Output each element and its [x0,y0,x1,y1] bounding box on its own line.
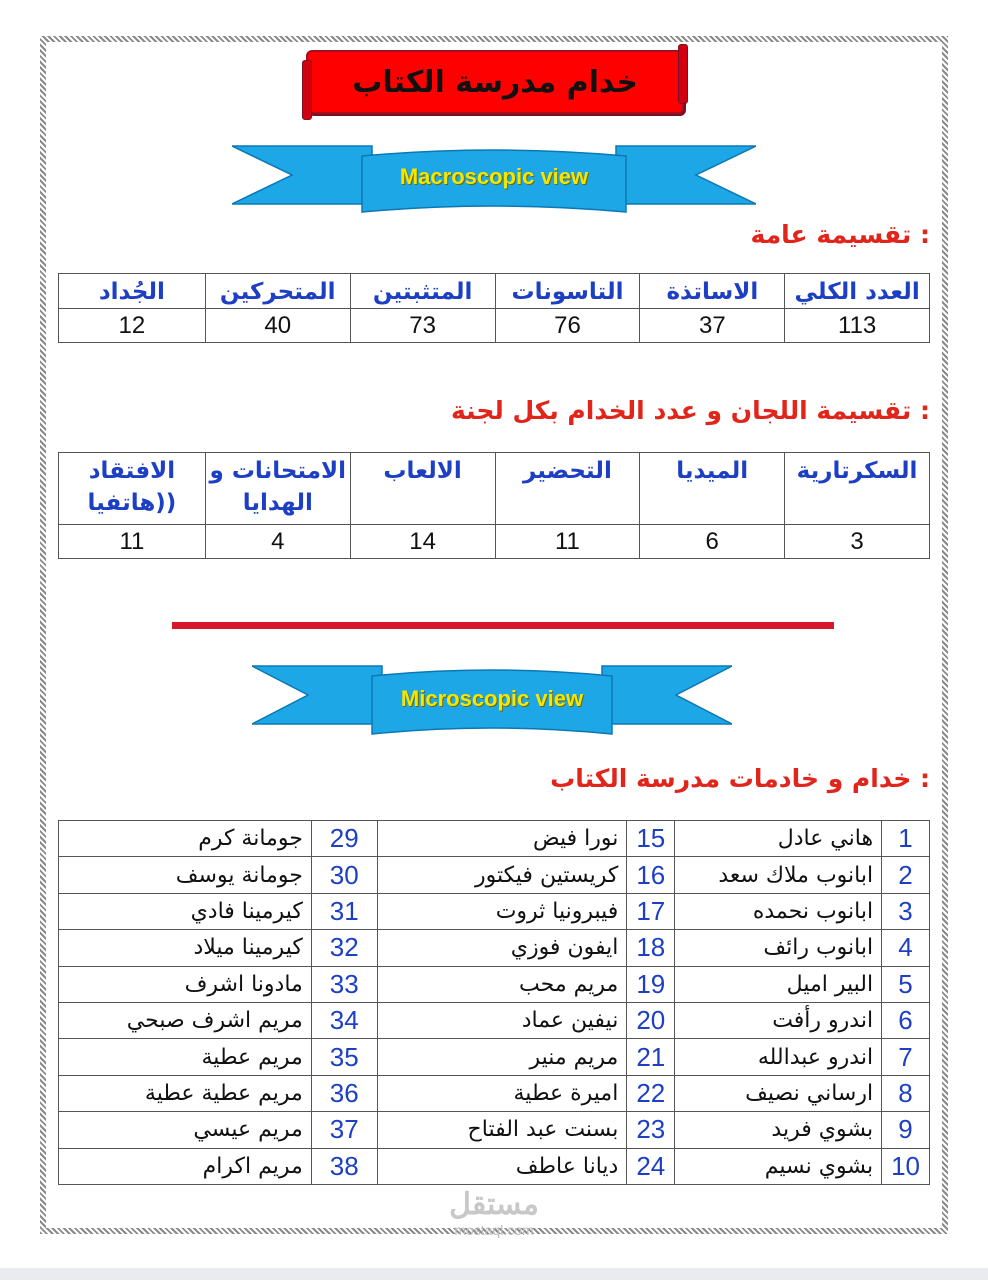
macroscopic-ribbon [232,142,756,218]
servant-number: 34 [311,1002,377,1038]
servant-number: 31 [311,893,377,929]
servant-name: ابانوب ملاك سعد [675,857,882,893]
general-header-cell: المتحركين [205,274,350,309]
committees-value-cell: 14 [350,525,495,559]
microscopic-label: Microscopic view [400,686,584,711]
servant-name: اميرة عطية [377,1075,627,1111]
servant-number: 9 [882,1112,930,1148]
servant-number: 8 [882,1075,930,1111]
servant-number: 18 [627,930,675,966]
servant-name: نورا فيض [377,821,627,857]
committees-value-cell: 4 [205,525,350,559]
servant-name: بسنت عبد الفتاح [377,1112,627,1148]
committees-header-row [59,453,930,525]
watermark-url: mostaql.com [454,1222,534,1238]
general-value-cell: 40 [205,309,350,343]
servants-heading: : خدام و خادمات مدرسة الكتاب [550,764,930,793]
general-header-cell: العدد الكلي [785,274,930,309]
section-divider [172,622,834,629]
servant-number: 30 [311,857,377,893]
general-header-cell: المتثبتين [350,274,495,309]
servant-name: ديانا عاطف [377,1148,627,1184]
table-row [59,821,930,857]
servant-number: 38 [311,1148,377,1184]
general-heading: : تقسيمة عامة [750,220,930,249]
servant-number: 16 [627,857,675,893]
servant-name: مريم محب [377,966,627,1002]
servant-name: مريم عيسي [59,1112,312,1148]
general-header-row [59,274,930,309]
committees-header-cell: التحضير [495,453,640,525]
servant-name: ارساني نصيف [675,1075,882,1111]
committees-header-cell: الافتقاد ((هاتفيا [59,453,206,525]
servants-table-body [59,821,930,1185]
table-row [59,1002,930,1038]
general-value-cell: 113 [785,309,930,343]
servant-number: 32 [311,930,377,966]
general-table [58,273,930,343]
committees-header-cell: الالعاب [350,453,495,525]
table-row [59,966,930,1002]
servant-number: 15 [627,821,675,857]
servant-name: البير اميل [675,966,882,1002]
committees-value-row [59,525,930,559]
general-value-cell: 73 [350,309,495,343]
servant-name: بشوي نسيم [675,1148,882,1184]
committees-value-cell: 6 [640,525,785,559]
watermark-logo: مستقل [449,1188,539,1221]
servant-name: ابانوب نحمده [675,893,882,929]
servant-name: مريم عطية عطية [59,1075,312,1111]
committees-heading: : تقسيمة اللجان و عدد الخدام بكل لجنة [451,396,930,425]
servant-name: مريم اشرف صبحي [59,1002,312,1038]
servant-name: ابانوب رائف [675,930,882,966]
servant-name: جومانة كرم [59,821,312,857]
servant-name: نيفين عماد [377,1002,627,1038]
general-header-cell: الجُداد [59,274,206,309]
servant-number: 22 [627,1075,675,1111]
servant-name: كيرمينا فادي [59,893,312,929]
servants-table [58,820,930,1185]
committees-value-cell: 3 [785,525,930,559]
servant-name: جومانة يوسف [59,857,312,893]
servant-number: 35 [311,1039,377,1075]
general-value-cell: 76 [495,309,640,343]
servant-name: كيرمينا ميلاد [59,930,312,966]
servant-number: 19 [627,966,675,1002]
servant-number: 10 [882,1148,930,1184]
servant-number: 24 [627,1148,675,1184]
servant-name: مريم اكرام [59,1148,312,1184]
general-header-cell: الاساتذة [640,274,785,309]
macroscopic-label: Macroscopic view [399,164,589,189]
servant-name: مريم عطية [59,1039,312,1075]
servant-name: فيبرونيا ثروت [377,893,627,929]
servant-number: 29 [311,821,377,857]
servant-number: 36 [311,1075,377,1111]
servant-name: هاني عادل [675,821,882,857]
servant-name: مادونا اشرف [59,966,312,1002]
committees-header-cell: الامتحانات و الهدايا [205,453,350,525]
general-header-cell: التاسونات [495,274,640,309]
committees-header-cell: السكرتارية [785,453,930,525]
servant-number: 7 [882,1039,930,1075]
committees-value-cell: 11 [495,525,640,559]
servant-number: 6 [882,1002,930,1038]
servant-name: اندرو رأفت [675,1002,882,1038]
servant-number: 2 [882,857,930,893]
microscopic-ribbon [252,662,732,740]
table-row [59,1148,930,1184]
servant-number: 20 [627,1002,675,1038]
table-row [59,1112,930,1148]
page-title: خدام مدرسة الكتاب [306,50,684,114]
servant-number: 17 [627,893,675,929]
servant-name: اندرو عبدالله [675,1039,882,1075]
table-row [59,857,930,893]
bottom-strip [0,1268,988,1280]
servant-number: 5 [882,966,930,1002]
servant-name: بشوي فريد [675,1112,882,1148]
table-row [59,1039,930,1075]
servant-number: 23 [627,1112,675,1148]
committees-table [58,452,930,559]
servant-name: مريم منير [377,1039,627,1075]
servant-number: 33 [311,966,377,1002]
general-value-cell: 12 [59,309,206,343]
servant-name: كريستين فيكتور [377,857,627,893]
general-value-cell: 37 [640,309,785,343]
servant-number: 3 [882,893,930,929]
table-row [59,893,930,929]
watermark [434,1188,554,1238]
servant-number: 1 [882,821,930,857]
committees-header-cell: الميديا [640,453,785,525]
table-row [59,1075,930,1111]
servant-number: 37 [311,1112,377,1148]
table-row [59,930,930,966]
general-value-row [59,309,930,343]
committees-value-cell: 11 [59,525,206,559]
servant-name: ايفون فوزي [377,930,627,966]
servant-number: 4 [882,930,930,966]
servant-number: 21 [627,1039,675,1075]
